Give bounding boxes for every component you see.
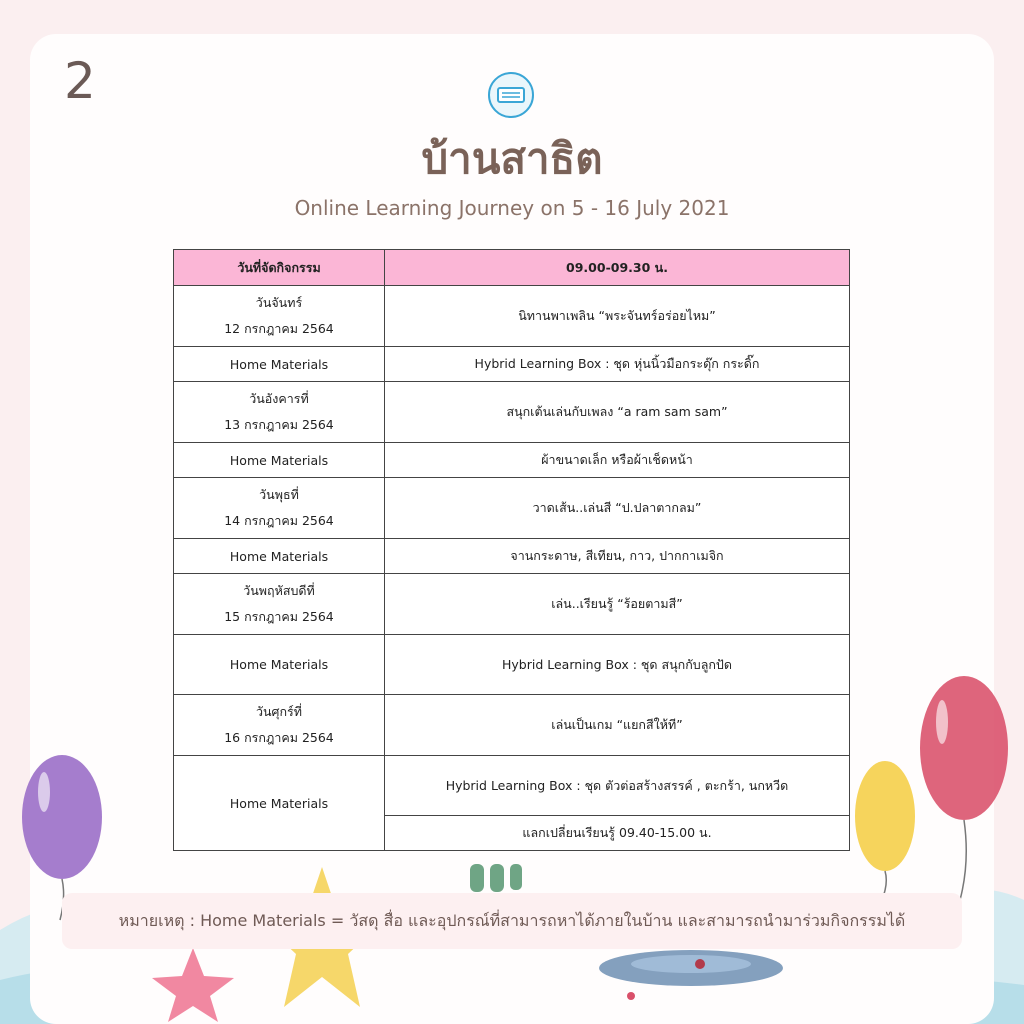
materials-cell: จานกระดาษ, สีเทียน, กาว, ปากกาเมจิก (385, 539, 850, 574)
pink-star-icon (148, 946, 238, 1024)
materials-cell: Hybrid Learning Box : ชุด ตัวต่อสร้างสรรค์ , ตะกร้า, นกหวีด (385, 756, 850, 816)
day-name: วันจันทร์ (255, 295, 303, 310)
table-row (174, 286, 850, 347)
exchange-cell: แลกเปลี่ยนเรียนรู้ 09.40-15.00 น. (385, 816, 850, 851)
materials-cell: Hybrid Learning Box : ชุด สนุกกับลูกปัด (385, 635, 850, 695)
table-row (174, 539, 850, 574)
day-name: วันอังคารที่ (249, 391, 309, 406)
materials-label: Home Materials (174, 539, 385, 574)
header-time: 09.00-09.30 น. (385, 250, 850, 286)
materials-label: Home Materials (174, 347, 385, 382)
materials-label: Home Materials (174, 443, 385, 478)
school-logo-icon (488, 72, 534, 118)
day-cell (174, 478, 385, 539)
day-cell (174, 695, 385, 756)
yellow-balloon-icon (850, 756, 920, 896)
day-cell (174, 382, 385, 443)
cactus-icon (462, 864, 528, 894)
table-header-row (174, 250, 850, 286)
table-row (174, 443, 850, 478)
materials-cell: Hybrid Learning Box : ชุด หุ่นนิ้วมือกระดุ๊ก กระดิ๊ก (385, 347, 850, 382)
header-date: วันที่จัดกิจกรรม (174, 250, 385, 286)
day-cell (174, 574, 385, 635)
table-row (174, 347, 850, 382)
materials-cell: ผ้าขนาดเล็ก หรือผ้าเช็ดหน้า (385, 443, 850, 478)
materials-label: Home Materials (174, 756, 385, 851)
activity-cell: เล่นเป็นเกม “แยกสีให้ที” (385, 695, 850, 756)
page-number: 2 (64, 52, 96, 110)
red-balloon-icon (912, 672, 1016, 902)
activity-cell: วาดเส้น..เล่นสี “ป.ปลาตากลม” (385, 478, 850, 539)
activity-cell: นิทานพาเพลิน “พระจันทร์อร่อยไหม” (385, 286, 850, 347)
day-date: 12 กรกฎาคม 2564 (224, 321, 334, 336)
table-row (174, 382, 850, 443)
page-subtitle: Online Learning Journey on 5 - 16 July 2021 (294, 196, 730, 220)
table-row (174, 635, 850, 695)
day-name: วันพฤหัสบดีที่ (243, 583, 315, 598)
day-date: 13 กรกฎาคม 2564 (224, 417, 334, 432)
schedule-table (173, 249, 850, 851)
day-date: 15 กรกฎาคม 2564 (224, 609, 334, 624)
day-date: 14 กรกฎาคม 2564 (224, 513, 334, 528)
day-name: วันพุธที่ (259, 487, 299, 502)
table-row (174, 478, 850, 539)
day-name: วันศุกร์ที่ (255, 704, 303, 719)
day-date: 16 กรกฎาคม 2564 (224, 730, 334, 745)
activity-cell: เล่น..เรียนรู้ “ร้อยตามสี” (385, 574, 850, 635)
table-row (174, 695, 850, 756)
activity-cell: สนุกเต้นเล่นกับเพลง “a ram sam sam” (385, 382, 850, 443)
spaceship-icon (596, 946, 786, 1006)
table-row (174, 756, 850, 816)
day-cell (174, 286, 385, 347)
page-title: บ้านสาธิต (421, 134, 603, 183)
footnote: หมายเหตุ : Home Materials = วัสดุ สื่อ และอุปกรณ์ที่สามารถหาได้ภายในบ้าน และสามารถนำมาร่วมกิจกรรมได้ (62, 893, 962, 949)
table-row (174, 574, 850, 635)
materials-label: Home Materials (174, 635, 385, 695)
